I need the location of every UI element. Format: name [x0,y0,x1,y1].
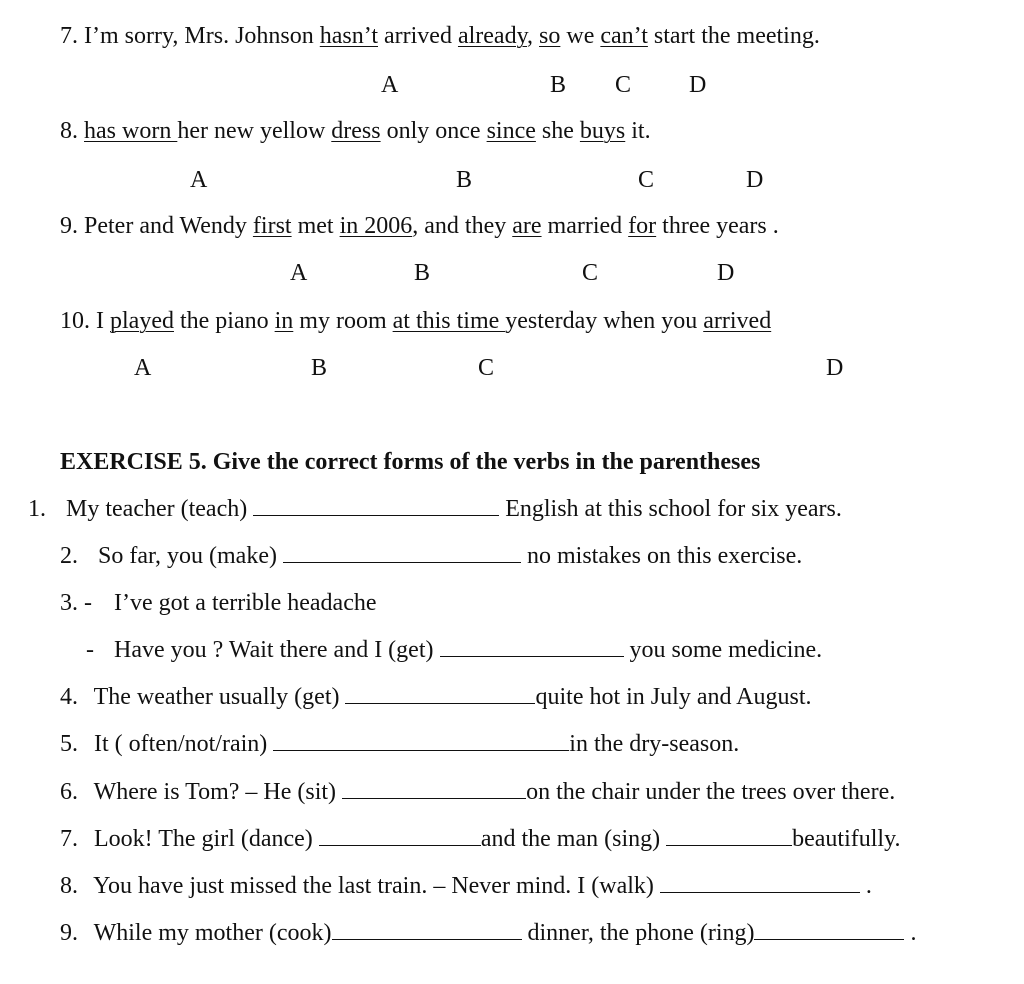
question-number: 10. [60,308,90,334]
item-text: I’ve got a terrible headache [114,590,377,616]
item-text: beautifully. [792,826,901,852]
question-text: the piano [173,308,275,334]
option-label-a: A [381,72,399,98]
question-number: 8. [60,118,78,144]
exercise-item-4 [60,685,811,709]
question-7 [60,24,820,48]
exercise-item-8 [60,874,872,898]
exercise-item-3 [60,591,377,615]
item-text: you some medicine. [623,637,823,663]
underlined-option-b: already [457,23,528,49]
answer-blank[interactable] [342,780,526,799]
item-number: 3. - [60,590,92,616]
exercise-item-3-response [86,638,822,662]
answer-blank[interactable] [283,544,521,563]
item-text: Have you ? Wait there and I (get) [114,637,440,663]
exercise-item-9 [60,921,916,945]
answer-blank[interactable] [273,732,569,751]
answer-blank[interactable] [319,827,481,846]
question-9 [60,214,779,238]
question-text: three years . [656,213,779,239]
item-text: dinner, the phone (ring) [521,920,755,946]
option-label-d: D [746,167,764,193]
item-text: Where is Tom? – He (sit) [93,779,343,805]
option-label-b: B [414,260,431,286]
option-label-b: B [456,167,473,193]
answer-blank[interactable] [660,874,860,893]
item-text: and the man (sing) [480,826,667,852]
item-text: My teacher (teach) [66,496,254,522]
item-text: The weather usually (get) [93,684,346,710]
item-text: You have just missed the last train. – Never mind. I (walk) [93,873,660,899]
underlined-option-d: can’t [600,23,648,49]
item-text: While my mother (cook) [93,920,332,946]
option-label-c: C [638,167,655,193]
item-text: no mistakes on this exercise. [520,543,803,569]
question-text: Peter and Wendy [84,213,253,239]
option-label-a: A [190,167,208,193]
exercise-item-2 [60,544,802,568]
underlined-option-a: first [252,213,292,239]
item-number: 7. [60,826,78,852]
item-number: 8. [60,873,78,899]
underlined-option-c: at this time [392,308,506,334]
question-text: her new yellow [177,118,332,144]
underlined-option-c: since [486,118,536,144]
answer-blank[interactable] [332,921,522,940]
option-label-a: A [134,355,152,381]
question-text: , [527,23,540,49]
question-number: 9. [60,213,78,239]
question-text: met [291,213,340,239]
answer-blank[interactable] [754,921,904,940]
exercise-heading: EXERCISE 5. Give the correct forms of the verbs in the parentheses [60,449,761,475]
item-dash: - [86,637,94,663]
item-number: 4. [60,684,78,710]
exercise-item-1 [28,497,842,521]
question-text: I’m sorry, Mrs. Johnson [84,23,320,49]
option-label-c: C [582,260,599,286]
item-text: It ( often/not/rain) [94,731,274,757]
option-label-a: A [290,260,308,286]
exercise-item-5 [60,732,739,756]
question-text: yesterday when you [505,308,704,334]
underlined-option-c: so [539,23,561,49]
question-text: start the meeting. [647,23,820,49]
question-text: we [560,23,601,49]
exercise-item-7 [60,827,901,851]
question-text: arrived [378,23,458,49]
question-text: she [535,118,580,144]
option-label-d: D [689,72,707,98]
option-label-c: C [615,72,632,98]
underlined-option-d: arrived [703,308,772,334]
underlined-option-b: in [274,308,294,334]
item-number: 6. [60,779,78,805]
item-text: . [859,873,872,899]
item-text: So far, you (make) [98,543,283,569]
question-10 [60,309,771,333]
answer-blank[interactable] [666,827,792,846]
item-number: 2. [60,543,78,569]
question-text: it. [625,118,651,144]
underlined-option-a: hasn’t [319,23,378,49]
item-text: quite hot in July and August. [535,684,812,710]
item-text: Look! The girl (dance) [94,826,319,852]
exercise-item-6 [60,780,895,804]
underlined-option-d: for [628,213,657,239]
underlined-option-c: are [512,213,542,239]
item-number: 5. [60,731,78,757]
question-text: married [541,213,629,239]
underlined-option-b: in 2006 [339,213,413,239]
option-label-c: C [478,355,495,381]
option-label-b: B [550,72,567,98]
item-text: on the chair under the trees over there. [526,779,896,805]
underlined-option-b: dress [331,118,381,144]
item-number: 9. [60,920,78,946]
answer-blank[interactable] [440,638,624,657]
item-text: . [904,920,917,946]
option-label-d: D [717,260,735,286]
option-label-d: D [826,355,844,381]
underlined-option-d: buys [579,118,626,144]
question-number: 7. [60,23,78,49]
question-text: only once [380,118,487,144]
question-text: my room [293,308,393,334]
question-text: , and they [412,213,513,239]
underlined-option-a: played [110,308,174,334]
item-number: 1. [28,496,46,522]
question-text: I [96,308,110,334]
answer-blank[interactable] [253,497,499,516]
item-text: in the dry-season. [569,731,740,757]
option-label-b: B [311,355,328,381]
underlined-option-a: has worn [84,118,178,144]
question-8 [60,119,651,143]
answer-blank[interactable] [345,685,535,704]
item-text: English at this school for six years. [499,496,842,522]
